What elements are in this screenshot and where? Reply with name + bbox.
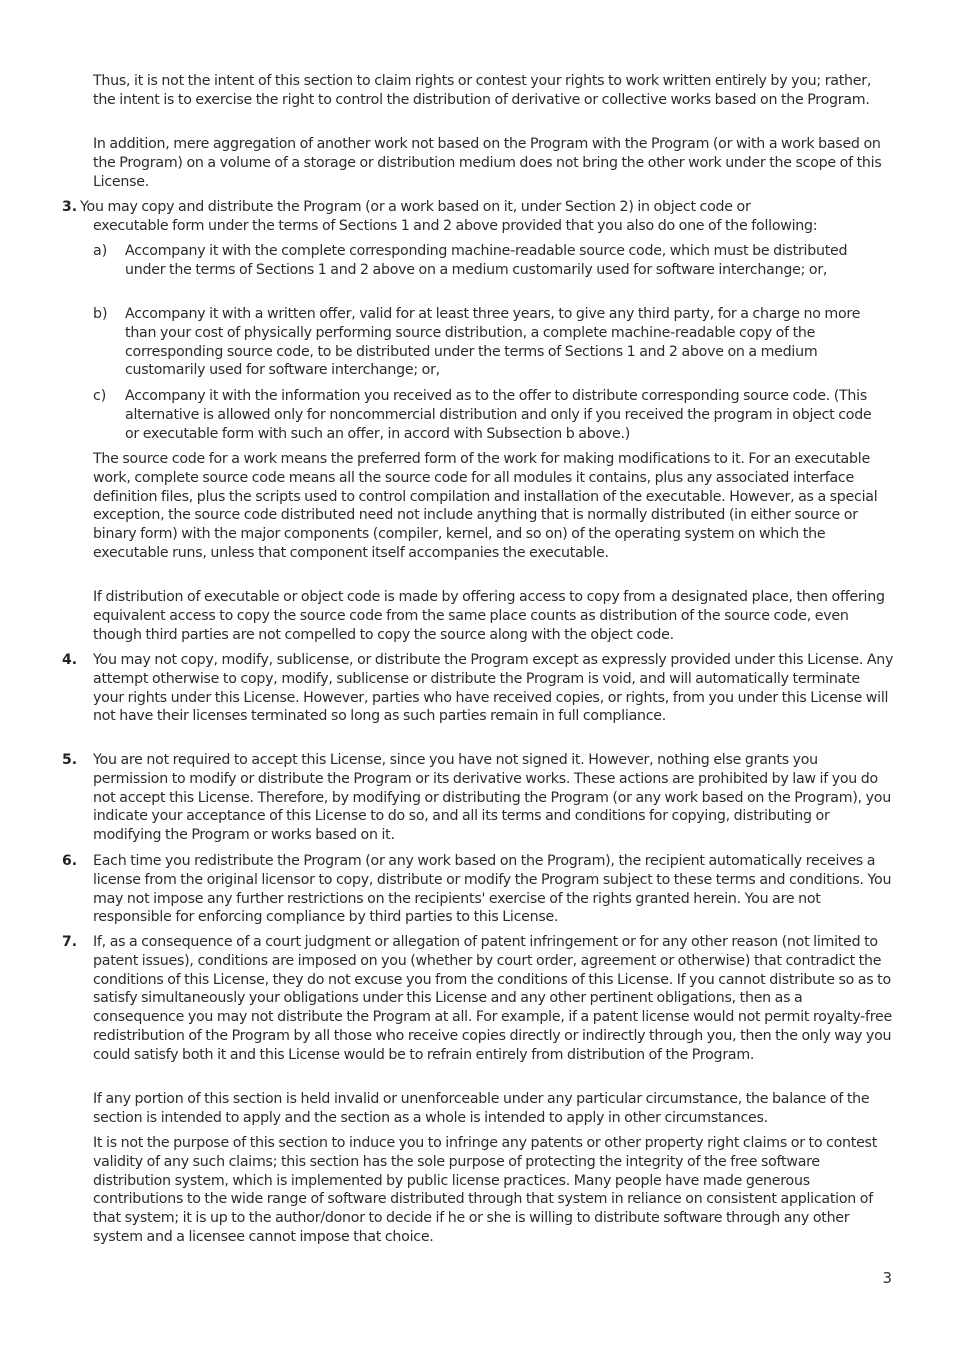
section-text: Each time you redistribute the Program (or any work based on the Program), the recipient automatically receives a license from the original licensor to copy, distribute or modify the Program subject to these terms and conditions. You may not impose any further restrictions on the recipients' exercise of the rights granted herein. You are not responsible for enforcing compliance by third parties to this License. (93, 853, 892, 926)
section-number: 5. (62, 752, 78, 768)
section-number: 7. (62, 934, 78, 950)
section-3-line-1: You may copy and distribute the Program (or a work based on it, under Section 2) in object code or (80, 199, 751, 215)
subsection-text: Accompany it with the information you received as to the offer to distribute corresponding source code. (This alternative is allowed only for noncommercial distribution and only if you received the program in object code or executable form with such an offer, in accord with Subsection b above.) (125, 388, 872, 442)
section-number: 4. (62, 652, 78, 668)
section-number: 6. (62, 853, 78, 869)
subsection-text: Accompany it with the complete corresponding machine-readable source code, which must be distributed under the terms of Sections 1 and 2 above on a medium customarily used for software interchange; or, (125, 243, 848, 278)
subsection-letter: c) (93, 388, 107, 404)
subsection-letter: a) (93, 243, 108, 259)
section-3-line-2: executable form under the terms of Sections 1 and 2 above provided that you also do one of the following: (93, 218, 818, 234)
subsection-letter: b) (93, 306, 108, 322)
section-text: If, as a consequence of a court judgment or allegation of patent infringement or for any other reason (not limited to patent issues), conditions are imposed on you (whether by court order, agreement or otherwise) that contradict the conditions of this License, they do not excuse you from the conditions of this License. If you cannot distribute so as to satisfy simultaneously your obligations under this License and any other pertinent obligations, then as a consequence you may not distribute the Program at all. For example, if a patent license would not permit royalty-free redistribution of the Program by all those who receive copies directly or indirectly through you, then the only way you could satisfy both it and this License would be to refrain entirely from distribution of the Program. (93, 934, 893, 1063)
intro-paragraph-2: In addition, mere aggregation of another work not based on the Program with the Program (or with a work based on the Program) on a volume of a storage or distribution medium does not bring the other work under the scope of this License. (93, 136, 882, 190)
section-text: You are not required to accept this License, since you have not signed it. However, nothing else grants you permission to modify or distribute the Program or its derivative works. These actions are prohibited by law if you do not accept this License. Therefore, by modifying or distributing the Program (or any work based on the Program), you indicate your acceptance of this License to do so, and all its terms and conditions for copying, distributing or modifying the Program or works based on it. (93, 752, 891, 844)
intro-paragraph-1: Thus, it is not the intent of this section to claim rights or contest your rights to work written entirely by you; rather, the intent is to exercise the right to control the distribution of derivative or collective works based on the Program. (93, 73, 872, 108)
purpose-paragraph: It is not the purpose of this section to induce you to infringe any patents or other property right claims or to contest validity of any such claims; this section has the sole purpose of protecting the integrity of the free software distribution system, which is implemented by public license practices. Many people have made generous contributions to the wide range of software distributed through that system in reliance on consistent application of that system; it is up to the author/donor to decide if he or she is willing to distribute software through any other system and a licensee cannot impose that choice. (93, 1135, 878, 1245)
section-number: 3. (62, 199, 78, 215)
source-code-paragraph: The source code for a work means the preferred form of the work for making modifications to it. For an executable work, complete source code means all the source code for all modules it contains, plus any associated interface definition files, plus the scripts used to control compilation and installation of the executable. However, as a special exception, the source code distributed need not include anything that is normally distributed (in either source or binary form) with the major components (compiler, kernel, and so on) of the operating system on which the executable runs, unless that component itself accompanies the executable. (93, 451, 878, 561)
page-number: 3 (882, 1269, 892, 1287)
section-text: You may not copy, modify, sublicense, or distribute the Program except as expressly provided under this License. Any attempt otherwise to copy, modify, sublicense or distribute the Program is void, and will automatically terminate your rights under this License. However, parties who have received copies, or rights, from you under this License will not have their licenses terminated so long as such parties remain in full compliance. (93, 652, 894, 725)
invalid-portion-paragraph: If any portion of this section is held invalid or unenforceable under any particular circumstance, the balance of the section is intended to apply and the section as a whole is intended to apply in other circumstances. (93, 1091, 870, 1126)
subsection-text: Accompany it with a written offer, valid for at least three years, to give any third party, for a charge no more than your cost of physically performing source distribution, a complete machine-readable copy of the corresponding source code, to be distributed under the terms of Sections 1 and 2 above on a medium customarily used for software interchange; or, (125, 306, 861, 379)
offer-access-paragraph: If distribution of executable or object code is made by offering access to copy from a designated place, then offering equivalent access to copy the source code from the same place counts as distribution of the source code, even though third parties are not compelled to copy the source along with the object code. (93, 589, 885, 643)
